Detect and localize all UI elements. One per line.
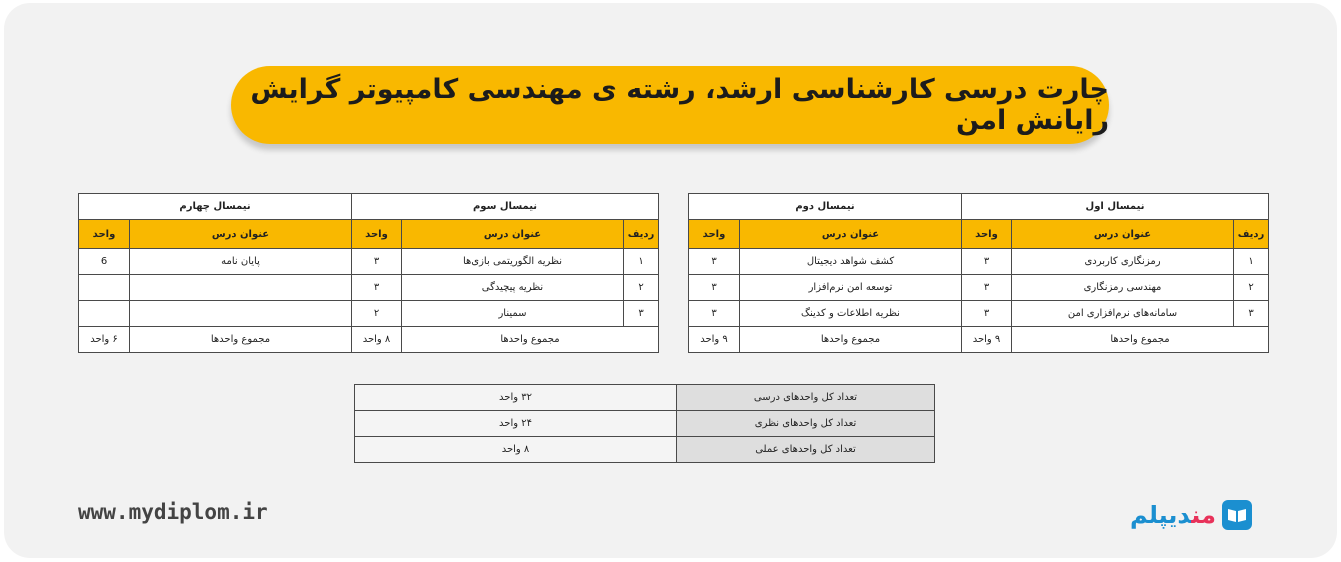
course-units: ۳ (689, 249, 740, 275)
row-number: ۳ (1234, 301, 1269, 327)
website-url: www.mydiplom.ir (78, 500, 268, 524)
sum-value: ۹ واحد (962, 327, 1012, 353)
course-title: رمزنگاری کاربردی (1012, 249, 1234, 275)
course-title: نظریه الگوریتمی بازی‌ها (402, 249, 624, 275)
row-number: ۱ (624, 249, 659, 275)
semester-header-4: نیمسال چهارم (79, 194, 352, 220)
course-units (79, 301, 130, 327)
page-title: چارت درسی کارشناسی ارشد، رشته ی مهندسی کامپیوتر گرایش رایانش امن (250, 74, 1109, 136)
total-value: ۲۴ واحد (355, 411, 677, 437)
course-units: ۳ (962, 275, 1012, 301)
semesters-3-4-table (78, 193, 659, 353)
total-value: ۳۲ واحد (355, 385, 677, 411)
col-header-course: عنوان درس (1012, 220, 1234, 249)
total-value: ۸ واحد (355, 437, 677, 463)
course-units: ۳ (352, 275, 402, 301)
course-units: ۳ (962, 301, 1012, 327)
book-icon (1222, 500, 1252, 530)
col-header-units: واحد (689, 220, 740, 249)
course-units: 6 (79, 249, 130, 275)
row-number: ۲ (1234, 275, 1269, 301)
course-title: نظریه اطلاعات و کدینگ (740, 301, 962, 327)
sum-label: مجموع واحدها (740, 327, 962, 353)
brand-logo (1130, 500, 1252, 530)
semester-header-2: نیمسال دوم (689, 194, 962, 220)
sum-label: مجموع واحدها (402, 327, 659, 353)
col-header-units: واحد (79, 220, 130, 249)
total-label: تعداد کل واحدهای عملی (677, 437, 935, 463)
course-units: ۲ (352, 301, 402, 327)
col-header-course: عنوان درس (740, 220, 962, 249)
sum-value: ۸ واحد (352, 327, 402, 353)
col-header-row: ردیف (624, 220, 659, 249)
logo-text (1130, 501, 1216, 529)
course-units: ۳ (352, 249, 402, 275)
row-number: ۲ (624, 275, 659, 301)
course-title: سمینار (402, 301, 624, 327)
logo-text-a: دیپلم (1130, 501, 1192, 529)
logo-text-b: من (1191, 501, 1216, 529)
semesters-1-2-table (688, 193, 1269, 353)
course-title (130, 301, 352, 327)
course-title: مهندسی رمزنگاری (1012, 275, 1234, 301)
col-header-units: واحد (352, 220, 402, 249)
course-units: ۳ (962, 249, 1012, 275)
course-title: نظریه پیچیدگی (402, 275, 624, 301)
course-title (130, 275, 352, 301)
semester-header-3: نیمسال سوم (352, 194, 659, 220)
row-number: ۱ (1234, 249, 1269, 275)
course-units: ۳ (689, 275, 740, 301)
course-title: سامانه‌های نرم‌افزاری امن (1012, 301, 1234, 327)
total-label: تعداد کل واحدهای درسی (677, 385, 935, 411)
title-banner (231, 66, 1109, 144)
semester-header-1: نیمسال اول (962, 194, 1269, 220)
col-header-course: عنوان درس (130, 220, 352, 249)
sum-value: ۹ واحد (689, 327, 740, 353)
course-title: کشف شواهد دیجیتال (740, 249, 962, 275)
col-header-row: ردیف (1234, 220, 1269, 249)
col-header-course: عنوان درس (402, 220, 624, 249)
totals-table (354, 384, 935, 463)
course-units (79, 275, 130, 301)
course-title: پایان نامه (130, 249, 352, 275)
total-label: تعداد کل واحدهای نظری (677, 411, 935, 437)
sum-value: ۶ واحد (79, 327, 130, 353)
sum-label: مجموع واحدها (130, 327, 352, 353)
course-title: توسعه امن نرم‌افزار (740, 275, 962, 301)
col-header-units: واحد (962, 220, 1012, 249)
course-units: ۳ (689, 301, 740, 327)
row-number: ۳ (624, 301, 659, 327)
sum-label: مجموع واحدها (1012, 327, 1269, 353)
